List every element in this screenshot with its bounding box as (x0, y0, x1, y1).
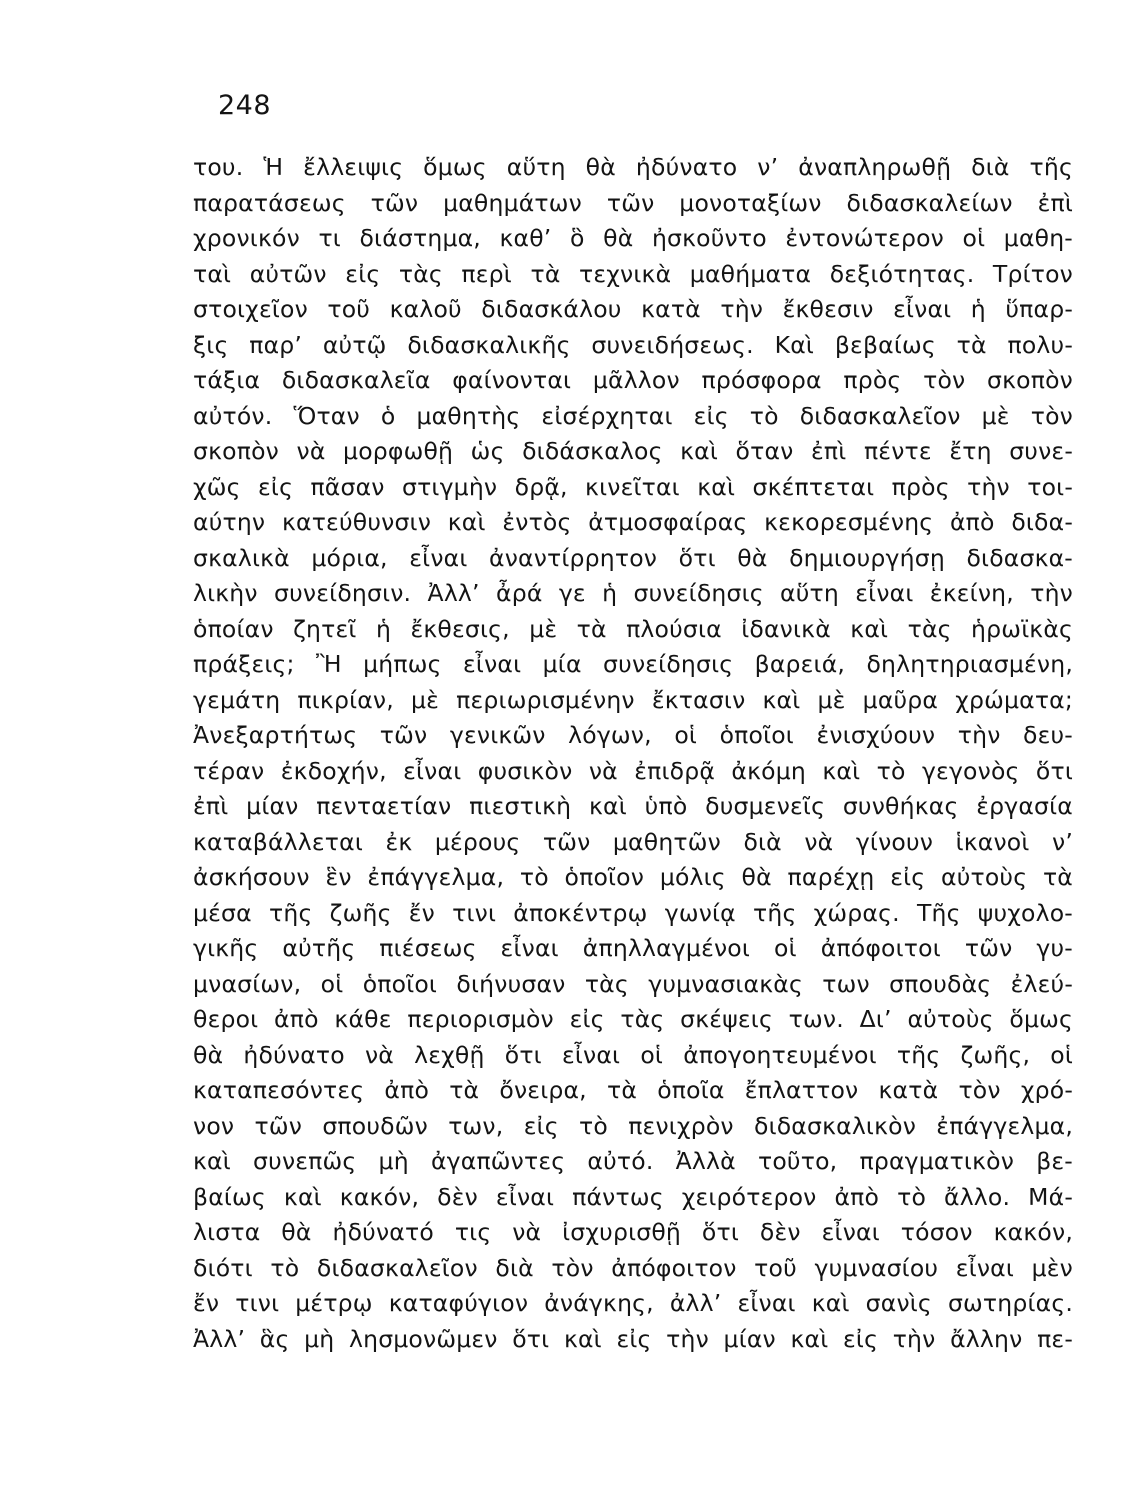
text-line: σκοπὸν νὰ μορφωθῇ ὡς διδάσκαλος καὶ ὅταν ἐπὶ πέντε ἔτη συνε- (193, 437, 1073, 465)
text-line: ὁποίαν ζητεῖ ἡ ἔκθεσις, μὲ τὰ πλούσια ἰδανικὰ καὶ τὰς ἡρωϊκὰς (193, 614, 1073, 643)
text-line: ταὶ αὐτῶν εἰς τὰς περὶ τὰ τεχνικὰ μαθήματα δεξιότητας. Τρίτον (193, 259, 1073, 288)
text-line: διότι τὸ διδασκαλεῖον διὰ τὸν ἀπόφοιτον τοῦ γυμνασίου εἶναι μὲν (193, 1253, 1073, 1282)
text-line: χρονικόν τι διάστημα, καθ’ ὃ θὰ ἠσκοῦντο ἐντονώτερον οἱ μαθη- (193, 224, 1073, 252)
text-line: ἔν τινι μέτρῳ καταφύγιον ἀνάγκης, ἀλλ’ εἶναι καὶ σανὶς σωτηρίας. (193, 1289, 1073, 1317)
text-line: αὐτόν. Ὅταν ὁ μαθητὴς εἰσέρχηται εἰς τὸ διδασκαλεῖον μὲ τὸν (193, 401, 1073, 430)
text-line: λικὴν συνείδησιν. Ἀλλ’ ἆρά γε ἡ συνείδησις αὕτη εἶναι ἐκείνη, τὴν (193, 579, 1073, 607)
text-line: ἀσκήσουν ἓν ἐπάγγελμα, τὸ ὁποῖον μόλις θὰ παρέχῃ εἰς αὐτοὺς τὰ (193, 863, 1073, 891)
text-line: καταπεσόντες ἀπὸ τὰ ὄνειρα, τὰ ὁποῖα ἔπλαττον κατὰ τὸν χρό- (193, 1076, 1073, 1104)
text-line: λιστα θὰ ἠδύνατό τις νὰ ἰσχυρισθῇ ὅτι δὲν εἶναι τόσον κακόν, (193, 1218, 1073, 1246)
text-line: τέραν ἐκδοχήν, εἶναι φυσικὸν νὰ ἐπιδρᾷ ἀκόμη καὶ τὸ γεγονὸς ὅτι (193, 756, 1073, 785)
text-line: γεμάτη πικρίαν, μὲ περιωρισμένην ἔκτασιν καὶ μὲ μαῦρα χρώματα; (193, 685, 1073, 714)
text-line: γικῆς αὐτῆς πιέσεως εἶναι ἀπηλλαγμένοι οἱ ἀπόφοιτοι τῶν γυ- (193, 934, 1073, 962)
text-line: ἐπὶ μίαν πενταετίαν πιεστικὴ καὶ ὑπὸ δυσμενεῖς συνθήκας ἐργασία (193, 792, 1073, 820)
text-line: μέσα τῆς ζωῆς ἔν τινι ἀποκέντρῳ γωνίᾳ τῆς χώρας. Τῆς ψυχολο- (193, 898, 1073, 927)
text-line: παρατάσεως τῶν μαθημάτων τῶν μονοταξίων διδασκαλείων ἐπὶ (193, 188, 1073, 217)
text-line: στοιχεῖον τοῦ καλοῦ διδασκάλου κατὰ τὴν ἔκθεσιν εἶναι ἡ ὕπαρ- (193, 295, 1073, 323)
body-text (193, 150, 1073, 1357)
page-number: 248 (218, 90, 272, 121)
text-line: νον τῶν σπουδῶν των, εἰς τὸ πενιχρὸν διδασκαλικὸν ἐπάγγελμα, (193, 1111, 1073, 1140)
text-line: ξις παρ’ αὐτῷ διδασκαλικῆς συνειδήσεως. Καὶ βεβαίως τὰ πολυ- (193, 330, 1073, 359)
text-line: καταβάλλεται ἐκ μέρους τῶν μαθητῶν διὰ νὰ γίνουν ἱκανοὶ ν’ (193, 827, 1073, 856)
text-line: θεροι ἀπὸ κάθε περιορισμὸν εἰς τὰς σκέψεις των. Δι’ αὐτοὺς ὅμως (193, 1005, 1073, 1033)
text-line: Ἀλλ’ ἃς μὴ λησμονῶμεν ὅτι καὶ εἰς τὴν μίαν καὶ εἰς τὴν ἄλλην πε- (193, 1324, 1073, 1353)
text-line: αύτην κατεύθυνσιν καὶ ἐντὸς ἀτμοσφαίρας κεκορεσμένης ἀπὸ διδα- (193, 508, 1073, 536)
text-line: Ἀνεξαρτήτως τῶν γενικῶν λόγων, οἱ ὁποῖοι ἐνισχύουν τὴν δευ- (193, 721, 1073, 749)
text-line: σκαλικὰ μόρια, εἶναι ἀναντίρρητον ὅτι θὰ δημιουργήσῃ διδασκα- (193, 543, 1073, 572)
text-line: τάξια διδασκαλεῖα φαίνονται μᾶλλον πρόσφορα πρὸς τὸν σκοπὸν (193, 366, 1073, 394)
text-line: του. Ἡ ἔλλειψις ὅμως αὕτη θὰ ἠδύνατο ν’ ἀναπληρωθῇ διὰ τῆς (193, 153, 1073, 181)
text-line: καὶ συνεπῶς μὴ ἀγαπῶντες αὐτό. Ἀλλὰ τοῦτο, πραγματικὸν βε- (193, 1147, 1073, 1175)
text-line: πράξεις; Ἢ μήπως εἶναι μία συνείδησις βαρειά, δηλητηριασμένη, (193, 650, 1073, 678)
text-line: χῶς εἰς πᾶσαν στιγμὴν δρᾷ, κινεῖται καὶ σκέπτεται πρὸς τὴν τοι- (193, 472, 1073, 501)
text-line: μνασίων, οἱ ὁποῖοι διήνυσαν τὰς γυμνασιακὰς των σπουδὰς ἐλεύ- (193, 969, 1073, 998)
text-line: θὰ ἠδύνατο νὰ λεχθῇ ὅτι εἶναι οἱ ἀπογοητευμένοι τῆς ζωῆς, οἱ (193, 1040, 1073, 1069)
text-line: βαίως καὶ κακόν, δὲν εἶναι πάντως χειρότερον ἀπὸ τὸ ἄλλο. Μά- (193, 1182, 1073, 1211)
